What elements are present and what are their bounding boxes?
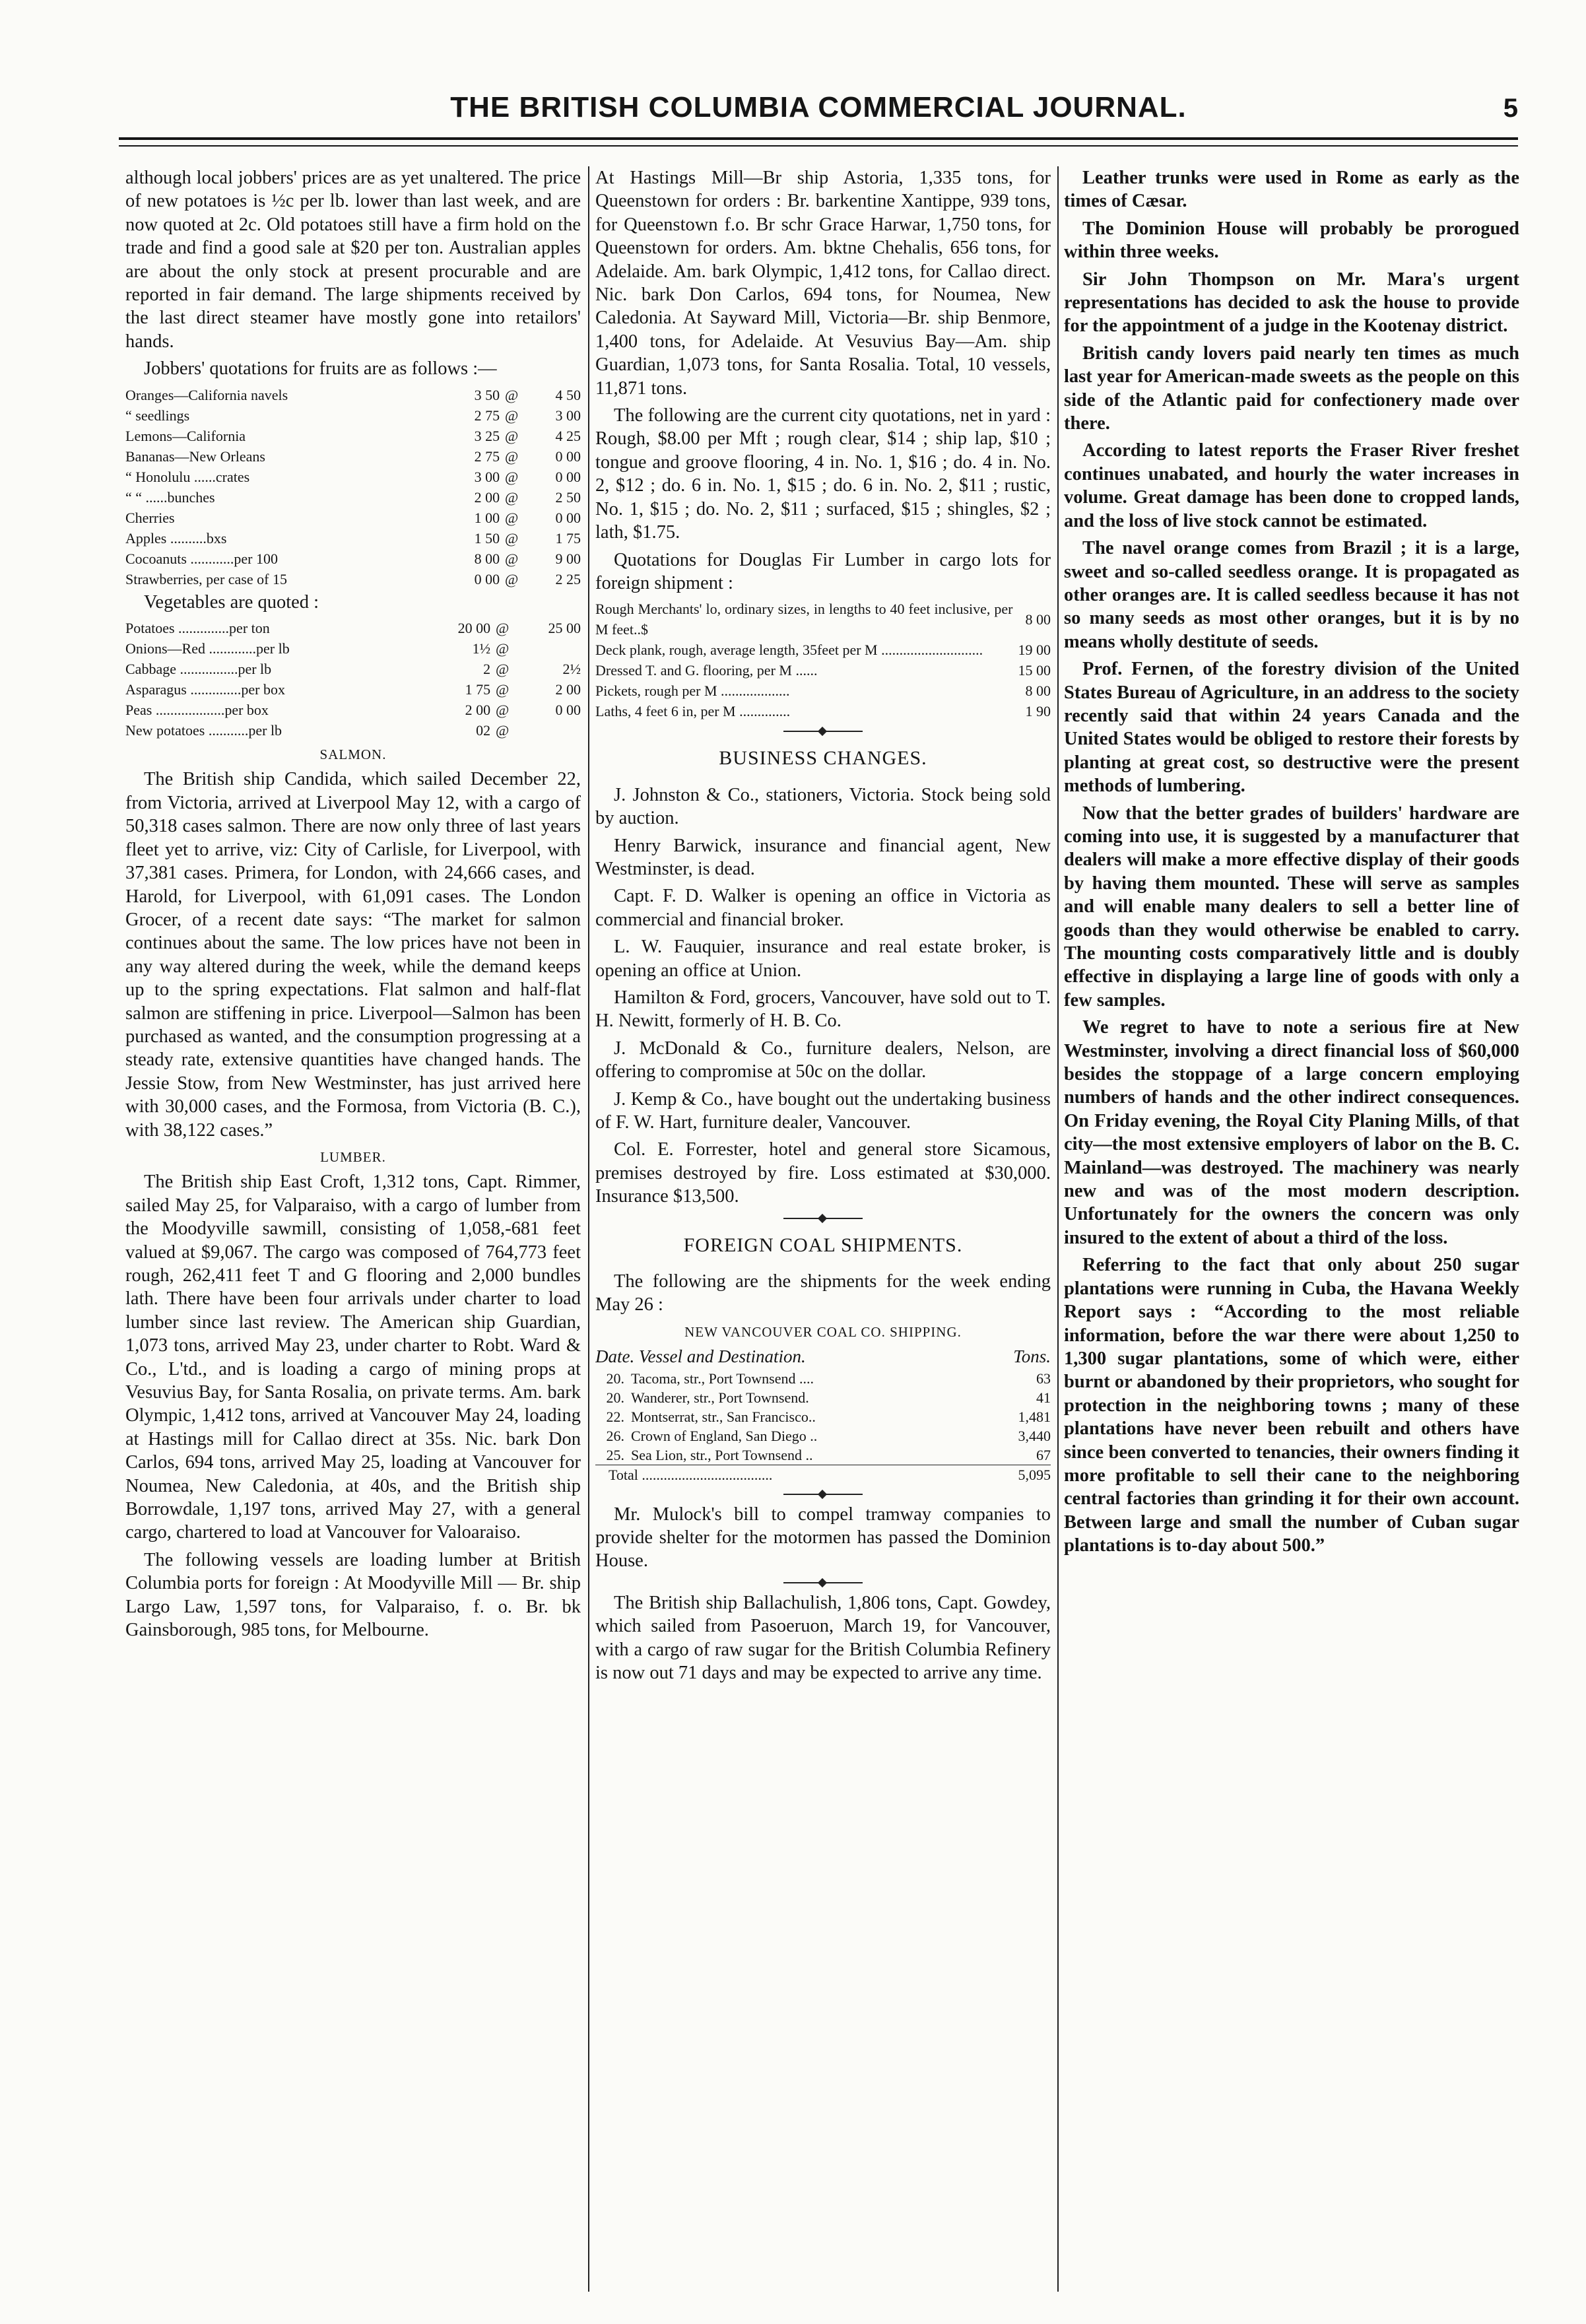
coal-vessel: Montserrat, str., San Francisco..	[631, 1408, 816, 1425]
quotation-row	[125, 659, 581, 679]
quotation-row	[125, 467, 581, 487]
coal-tons: 63	[1036, 1370, 1051, 1387]
quotation-at-sign: @	[505, 468, 519, 485]
coal-table-header	[595, 1345, 1051, 1368]
business-change-item: Hamilton & Ford, grocers, Vancouver, have sold out to T. H. Newitt, formerly of H. B. Co.	[595, 987, 1051, 1032]
quotation-high: 0 00	[555, 448, 581, 465]
coal-row	[595, 1426, 1051, 1445]
quotation-high: 0 00	[555, 509, 581, 526]
coal-tons: 1,481	[1018, 1408, 1051, 1425]
business-change-item: J. Johnston & Co., stationers, Victoria. Stock being sold by auction.	[595, 784, 1051, 829]
coal-date: 25.	[606, 1446, 624, 1463]
lumber-paragraph: The British ship East Croft, 1,312 tons, Capt. Rimmer, sailed May 25, for Valparaiso, with a cargo of lumber from the Moodyville sawmill, consisting of 1,058,-681 feet valued at $9,067. The cargo was composed of 764,773 feet rough, 262,411 feet T and G flooring and 2,000 bundles lath. There have been four arrivals under charter to load lumber since last review. The American ship Guardian, 1,073 tons, arrived May 23, under charter to Robt. Ward & Co., L'td., and is loading a cargo of mining props at Vesuvius Bay, for Santa Rosalia, on private terms. Am. bark Olympic, 1,412 tons, arrived at Vancouver May 24, loading at Hastings mill for Callao direct at 35s. Nic. bark Don Carlos, 694 tons, arrived May 25, loading at Vancouver for Noumea, New Caledonia, at 40s, and the British ship Borrowdale, 1,197 tons, arrived May 27, with a general cargo, chartered to load at Vancouver for Valoaraiso.	[125, 1172, 581, 1543]
fir-price: 8 00	[1025, 611, 1051, 628]
quotation-low: 1 75	[465, 681, 491, 698]
quotation-high: 1 75	[555, 529, 581, 547]
business-change-item: Col. E. Forrester, hotel and general store Sicamous, premises destroyed by fire. Loss estimated at $30,000. Insurance $13,500.	[595, 1139, 1051, 1207]
quotation-item: “ seedlings	[125, 407, 190, 424]
news-item: Now that the better grades of builders' hardware are coming into use, it is suggested by a manufacturer that dealers will make a more effective display of their goods by having them mounted. These will serve as samples and will enable many dealers to sell a better line of goods than they would otherwise be enabled to carry. The mounting costs comparatively little and is doubly effective in displaying a large line of goods with only a few samples.	[1064, 803, 1519, 1011]
coal-date: 20.	[606, 1370, 624, 1387]
quotation-item: Apples ..........bxs	[125, 529, 227, 547]
quotation-at-sign: @	[495, 702, 510, 719]
news-item: We regret to have to note a serious fire at New Westminster, involving a direct financial loss of $60,000 besides the stoppage of a large concern employing numbers of hands and the other indirect consequences. On Friday evening, the Royal City Planing Mills, of that city—the most extensive employers of labor on the B. C. Mainland—was destroyed. The machinery was nearly new and was of the most modern description. Unfortunately for the owners the concern was only insured to the extent of about a third of the loss.	[1064, 1017, 1519, 1248]
fir-row	[595, 681, 1051, 701]
business-changes-list	[595, 783, 1051, 1209]
quotation-low: 1½	[472, 640, 491, 657]
quotation-item: “ Honolulu ......crates	[125, 468, 250, 485]
coal-vessel: Wanderer, str., Port Townsend.	[631, 1389, 809, 1406]
quotation-high: 4 50	[555, 386, 581, 403]
coal-tons: 3,440	[1018, 1427, 1051, 1444]
quotation-high: 4 25	[555, 427, 581, 444]
page-number: 5	[1503, 94, 1518, 123]
quotation-row	[125, 638, 581, 659]
quotation-at-sign: @	[495, 640, 510, 657]
quotation-high	[514, 638, 581, 659]
quotation-at-sign: @	[505, 448, 519, 465]
quotation-row	[125, 426, 581, 446]
fir-price: 8 00	[1025, 682, 1051, 700]
column-divider	[588, 166, 589, 2292]
quotation-at-sign: @	[505, 570, 519, 587]
fir-item: Rough Merchants' lo, ordinary sizes, in lengths to 40 feet inclusive, per M feet..$	[595, 601, 1013, 638]
business-change-item: Capt. F. D. Walker is opening an office in Victoria as commercial and financial broker.	[595, 886, 1051, 930]
section-separator	[783, 1582, 863, 1583]
salmon-heading: SALMON.	[319, 747, 387, 763]
coal-shipments-heading: FOREIGN COAL SHIPMENTS.	[683, 1234, 963, 1256]
fruits-intro: Jobbers' quotations for fruits are as follows :—	[144, 358, 497, 380]
news-item: According to latest reports the Fraser River freshet continues unabated, and hourly the water increases in volume. Great damage has been done to cropped lands, and the loss of live stock cannot be estimated.	[1064, 440, 1519, 531]
quotation-low: 2 00	[474, 488, 500, 506]
quotation-item: Asparagus ..............per box	[125, 681, 285, 698]
quotation-row	[125, 569, 581, 589]
coal-intro: The following are the shipments for the week ending May 26 :	[595, 1271, 1051, 1315]
quotation-high: 2 50	[555, 488, 581, 506]
quotation-high: 0 00	[555, 468, 581, 485]
quotation-item: Strawberries, per case of 15	[125, 570, 287, 587]
coal-total-row	[595, 1465, 1051, 1484]
quotation-row	[125, 528, 581, 548]
business-change-item: L. W. Fauquier, insurance and real estate broker, is opening an office at Union.	[595, 937, 1051, 981]
section-separator	[783, 731, 863, 732]
quotation-item: New potatoes ...........per lb	[125, 722, 282, 739]
news-item: British candy lovers paid nearly ten times as much last year for American-made sweets as the people on this side of the Atlantic paid for confectionery made over there.	[1064, 343, 1519, 434]
quotation-high: 2 25	[555, 570, 581, 587]
ballachulish-paragraph: The British ship Ballachulish, 1,806 tons, Capt. Gowdey, which sailed from Pasoeruon, March 19, for Vancouver, with a cargo of raw sugar for the British Columbia Refinery is now out 71 days and may be expected to arrive any time.	[595, 1592, 1051, 1684]
fir-price: 1 90	[1025, 703, 1051, 720]
quotation-row	[125, 618, 581, 638]
vegetables-intro: Vegetables are quoted :	[144, 591, 319, 613]
quotation-high: 25 00	[548, 620, 581, 637]
header-rule-thick	[119, 137, 1518, 140]
quotation-item: “ “ ......bunches	[125, 488, 215, 506]
fir-item: Pickets, rough per M ...................	[595, 682, 790, 700]
fir-price: 15 00	[1018, 662, 1051, 679]
paragraph: Quotations for Douglas Fir Lumber in cargo lots for foreign shipment :	[595, 549, 1051, 593]
fir-row	[595, 599, 1051, 640]
column-3	[1064, 166, 1519, 2292]
coal-date: 22.	[606, 1408, 624, 1425]
salmon-paragraph: The British ship Candida, which sailed December 22, from Victoria, arrived at Liverpool May 12, with a cargo of 50,318 cases salmon. There are now only three of last years fleet yet to arrive, viz: City of Carlisle, for Liverpool, with 37,381 cases. Primera, for London, with 24,666 cases, and Harold, for Liverpool, with 61,091 cases. The London Grocer, of a recent date says: “The market for salmon continues about the same. The low prices have not been in any way altered during the week, while the demand keeps up to the spring expectations. Flat salmon and half-flat salmon are stiffening in price. Liverpool—Salmon has been purchased as wanted, and the consumption progressing at a steady rate, extensive quantities have changed hands. The Jessie Stow, from New Westminster, has just arrived here with 30,000 cases, and the Formosa, from Victoria (B. C.), with 38,122 cases.”	[125, 769, 581, 1141]
quotation-low: 3 00	[474, 468, 500, 485]
quotation-at-sign: @	[505, 509, 519, 526]
quotation-item: Cocoanuts ............per 100	[125, 550, 278, 567]
quotation-row	[125, 700, 581, 720]
quotation-row	[125, 446, 581, 467]
paragraph: although local jobbers' prices are as yet unaltered. The price of new potatoes is ½c per lb. lower than last week, and are now quoted at 2c. Old potatoes still have a firm hold on the trade and find a good sale at $20 per ton. Australian apples are about the only stock at present procurable and are reported in fair demand. The large shipments received by the last direct steamer have mostly gone into retailors' hands.	[125, 168, 581, 352]
quotation-row	[125, 487, 581, 508]
quotation-high: 3 00	[555, 407, 581, 424]
quotation-item: Oranges—California navels	[125, 386, 288, 403]
quotation-row	[125, 405, 581, 426]
quotation-row	[125, 720, 581, 741]
quotation-item: Potatoes ..............per ton	[125, 620, 270, 637]
fir-row	[595, 640, 1051, 660]
quotation-low: 0 00	[474, 570, 500, 587]
news-item: Leather trunks were used in Rome as early as the times of Cæsar.	[1064, 168, 1519, 212]
coal-date: 20.	[606, 1389, 624, 1406]
quotation-high: 2 00	[555, 681, 581, 698]
coal-shipments-table	[595, 1369, 1051, 1484]
coal-tons: 41	[1036, 1389, 1051, 1406]
news-item: Sir John Thompson on Mr. Mara's urgent representations has decided to ask the house to provide for the appointment of a judge in the Kootenay district.	[1064, 269, 1519, 337]
quotation-item: Onions—Red .............per lb	[125, 640, 290, 657]
quotation-at-sign: @	[505, 529, 519, 547]
news-item: The navel orange comes from Brazil ; it is a large, sweet and so-called seedless orange. It is propagated as other oranges are. It is called seedless because it has not so many seeds as most other oranges, but it is by no means wholly destitute of seeds.	[1064, 538, 1519, 652]
loading-paragraph: The following vessels are loading lumber at British Columbia ports for foreign : At Moodyville Mill — Br. ship Largo Law, 1,597 tons, for Valparaiso, f. o. Br. bk Gainsborough, 985 tons, for Melbourne.	[125, 1549, 581, 1641]
quotation-at-sign: @	[505, 386, 519, 403]
fir-item: Laths, 4 feet 6 in, per M ..............	[595, 703, 791, 720]
quotation-at-sign: @	[505, 550, 519, 567]
fruit-quotations-table	[125, 385, 581, 589]
coal-vessel: Sea Lion, str., Port Townsend ..	[631, 1446, 813, 1463]
masthead-title: THE BRITISH COLUMBIA COMMERCIAL JOURNAL.	[450, 91, 1187, 123]
news-item: Referring to the fact that only about 250 sugar plantations were running in Cuba, the Havana Weekly Report says : “According to the most reliable information, before the war there were about 1,250 to 1,300 sugar plantations, some of which were, either burnt or abandoned by their proprietors, who sought for protection in the neighboring towns ; many of these plantations have never been rebuilt and others have since been converted to tenancies, their owners finding it more profitable to sell their cane to the neighboring central factories than grinding it for their own account. Between large and small the number of Cuban sugar plantations is to-day about 500.”	[1064, 1255, 1519, 1556]
quotation-at-sign: @	[505, 407, 519, 424]
quotation-low: 1 50	[474, 529, 500, 547]
lumber-heading: LUMBER.	[320, 1148, 386, 1165]
coal-header-tons: Tons.	[1013, 1346, 1051, 1367]
coal-row	[595, 1388, 1051, 1407]
quotation-row	[125, 508, 581, 528]
quotation-low: 20 00	[457, 620, 491, 637]
quotation-high	[514, 720, 581, 741]
coal-date: 26.	[606, 1427, 624, 1444]
quotation-low: 3 50	[474, 386, 500, 403]
business-change-item: J. McDonald & Co., furniture dealers, Nelson, are offering to compromise at 50c on the dollar.	[595, 1038, 1051, 1082]
fir-price: 19 00	[1018, 642, 1051, 659]
coal-header-date-vessel: Date. Vessel and Destination.	[595, 1346, 806, 1367]
quotation-high: 0 00	[555, 702, 581, 719]
news-item: The Dominion House will probably be prorogued within three weeks.	[1064, 218, 1519, 263]
business-changes-heading: BUSINESS CHANGES.	[719, 747, 927, 770]
section-separator	[783, 1218, 863, 1219]
news-item: Prof. Fernen, of the forestry division of the United States Bureau of Agriculture, in an address to the society recently said that within 24 years Canada and the United States would be obliged to restore their forests by planting at great cost, so destructive were the present methods of lumbering.	[1064, 659, 1519, 797]
quotation-high: 9 00	[555, 550, 581, 567]
fir-row	[595, 660, 1051, 681]
quotation-low: 8 00	[474, 550, 500, 567]
quotation-low: 3 25	[474, 427, 500, 444]
quotation-row	[125, 548, 581, 569]
quotation-at-sign: @	[505, 488, 519, 506]
quotation-low: 2 75	[474, 448, 500, 465]
fir-lumber-table	[595, 599, 1051, 721]
header-rule-thin	[119, 145, 1518, 147]
coal-tons: 67	[1036, 1446, 1051, 1463]
quotation-at-sign: @	[495, 661, 510, 678]
quotation-at-sign: @	[505, 427, 519, 444]
column-divider	[1057, 166, 1059, 2292]
quotation-low: 2 00	[465, 702, 491, 719]
quotation-at-sign: @	[495, 681, 510, 698]
coal-total-label: Total ....................................	[595, 1465, 998, 1484]
page-header	[119, 91, 1518, 137]
paragraph: The following are the current city quotations, net in yard : Rough, $8.00 per Mft ; rough clear, $14 ; ship lap, $10 ; tongue and groove flooring, 4 in. No. 1, $16 ; do. 4 in. No. 2, $12 ; do. 6 in. No. 1, $15 ; do. 6 in. No. 2, $11 ; rustic, No. 1, $15 ; do. No. 2, $11 ; surfaced, $15 ; shingles, $2 ; lath, $1.75.	[595, 405, 1051, 543]
quotation-row	[125, 679, 581, 700]
section-separator	[783, 1494, 863, 1495]
coal-row	[595, 1445, 1051, 1465]
quotation-low: 02	[476, 722, 491, 739]
quotation-item: Cabbage ................per lb	[125, 661, 272, 678]
fir-row	[595, 701, 1051, 721]
quotation-item: Bananas—New Orleans	[125, 448, 265, 465]
quotation-high: 2½	[562, 661, 581, 678]
business-change-item: Henry Barwick, insurance and financial agent, New Westminster, is dead.	[595, 835, 1051, 879]
coal-total-value: 5,095	[998, 1465, 1051, 1484]
quotation-item: Peas ...................per box	[125, 702, 269, 719]
coal-vessel: Crown of England, San Diego ..	[631, 1427, 818, 1444]
vegetable-quotations-table	[125, 618, 581, 741]
fir-item: Dressed T. and G. flooring, per M ......	[595, 662, 818, 679]
quotation-item: Lemons—California	[125, 427, 246, 444]
quotation-low: 2	[483, 661, 491, 678]
coal-company-heading: NEW VANCOUVER COAL CO. SHIPPING.	[684, 1323, 962, 1340]
column-1	[125, 166, 581, 2292]
business-change-item: J. Kemp & Co., have bought out the undertaking business of F. W. Hart, furniture dealer, Vancouver.	[595, 1088, 1051, 1133]
coal-vessel: Tacoma, str., Port Townsend ....	[631, 1370, 814, 1387]
quotation-row	[125, 385, 581, 405]
coal-row	[595, 1369, 1051, 1388]
coal-row	[595, 1407, 1051, 1426]
paragraph: At Hastings Mill—Br ship Astoria, 1,335 tons, for Queenstown for orders : Br. barkentine Xantippe, 939 tons, for Queenstown f.o. Br schr Grace Harwar, 1,750 tons, for Queenstown for orders. Am. bktne Chehalis, 656 tons, for Adelaide. Am. bark Olympic, 1,412 tons, for Callao direct. Nic. bark Don Carlos, 694 tons, for Noumea, New Caledonia. At Sayward Mill, Victoria—Br. ship Benmore, 1,400 tons, for Adelaide. At Vesuvius Bay—Am. ship Guardian, 1,073 tons, for Santa Rosalia. Total, 10 vessels, 11,871 tons.	[595, 168, 1051, 399]
quotation-low: 2 75	[474, 407, 500, 424]
fir-item: Deck plank, rough, average length, 35feet per M ............................	[595, 642, 983, 659]
mulock-paragraph: Mr. Mulock's bill to compel tramway companies to provide shelter for the motormen has passed the Dominion House.	[595, 1504, 1051, 1572]
quotation-item: Cherries	[125, 509, 175, 526]
quotation-at-sign: @	[495, 722, 510, 739]
column-2	[595, 166, 1051, 2292]
quotation-low: 1 00	[474, 509, 500, 526]
quotation-at-sign: @	[495, 620, 510, 637]
